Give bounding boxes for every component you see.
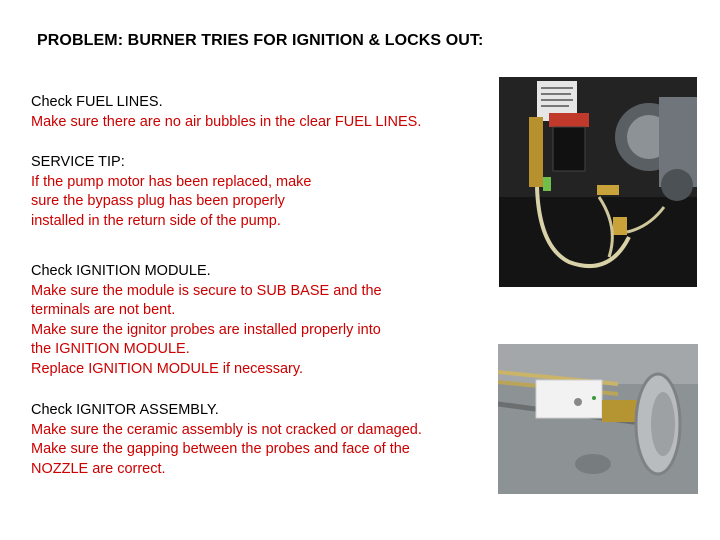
section-line: Make sure the module is secure to SUB BASE and the [31, 282, 382, 299]
ignitor-assembly-illustration [498, 344, 698, 494]
section-line: sure the bypass plug has been properly [31, 193, 285, 209]
ignitor-assembly-photo [498, 344, 698, 494]
section-line: Make sure there are no air bubbles in the clear FUEL LINES. [31, 113, 422, 130]
section-line: Make sure the ceramic assembly is not cracked or damaged. [31, 421, 422, 438]
section-line: Make sure the gapping between the probes and face of the [31, 441, 410, 457]
section-line: terminals are not bent. [31, 302, 176, 318]
fuel-lines-section [31, 93, 421, 132]
section-line: Replace IGNITION MODULE if necessary. [31, 360, 304, 377]
fuel-pump-photo [499, 77, 697, 287]
page-title: PROBLEM: BURNER TRIES FOR IGNITION & LOCKS OUT: [37, 32, 484, 49]
ignition-module-section [31, 262, 382, 379]
section-heading: Check FUEL LINES. [31, 94, 163, 110]
section-line: NOZZLE are correct. [31, 460, 166, 477]
section-line: installed in the return side of the pump. [31, 212, 281, 229]
service-tip-section [31, 153, 312, 231]
section-heading: SERVICE TIP: [31, 154, 125, 170]
section-line: Make sure the ignitor probes are installed properly into [31, 321, 381, 338]
ignitor-assembly-section [31, 401, 422, 479]
section-heading: Check IGNITOR ASSEMBLY. [31, 402, 219, 418]
fuel-pump-illustration [499, 77, 697, 287]
section-line: the IGNITION MODULE. [31, 341, 190, 357]
section-heading: Check IGNITION MODULE. [31, 263, 211, 279]
section-line: If the pump motor has been replaced, make [31, 173, 312, 190]
